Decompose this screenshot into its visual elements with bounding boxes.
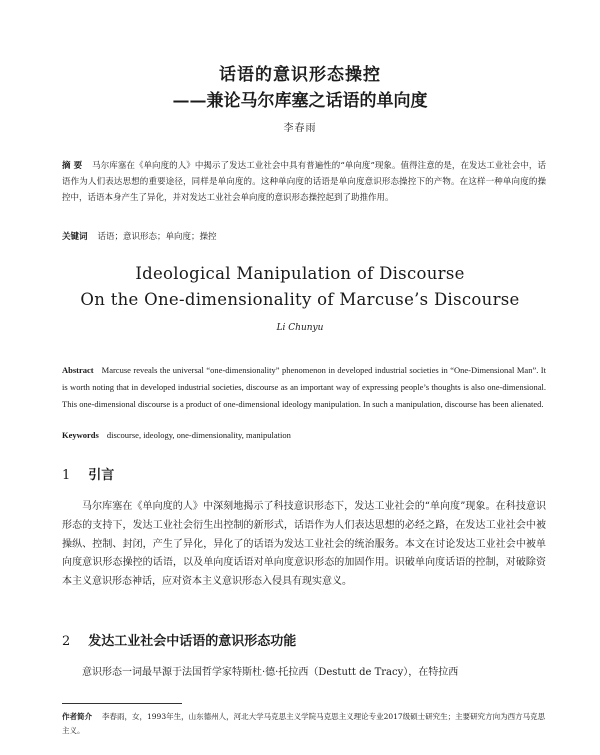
chinese-keywords-text: 话语；意识形态；单向度；操控 (97, 232, 217, 242)
section-number: 1 (62, 468, 71, 483)
english-keywords (62, 430, 546, 440)
chinese-keywords (62, 230, 546, 242)
section-body-intro (62, 498, 546, 592)
english-abstract-label: Abstract (62, 365, 94, 375)
paragraph: 意识形态一词最早源于法国哲学家特斯杜·德·托拉西（Destutt de Tracy），在特拉西 (82, 667, 459, 678)
chinese-title: 话语的意识形态操控 (219, 65, 381, 85)
english-abstract (62, 362, 546, 413)
english-keywords-text: discourse, ideology, one-dimensionality, manipulation (106, 430, 291, 440)
chinese-abstract (62, 158, 546, 206)
chinese-abstract-text: 马尔库塞在《单向度的人》中揭示了发达工业社会中具有普遍性的“单向度”现象。值得注意的是，在发达工业社会中，话语作为人们表达思想的重要途径，同样是单向度的。这种单向度的话语是单向度意识形态操控下的产物。在这样一种单向度的操控中，话语本身产生了异化，并对发达工业社会单向度的意识形态操控起到了助推作用。 (62, 161, 546, 203)
section-heading-intro (62, 464, 114, 483)
footnote-divider (62, 703, 182, 704)
english-subtitle: On the One-dimensionality of Marcuse’s Discourse (80, 290, 520, 309)
paragraph: 马尔库塞在《单向度的人》中深刻地揭示了科技意识形态下，发达工业社会的“单向度”现象。在科技意识形态的支持下，发达工业社会衍生出控制的新形式，话语作为人们表达思想的必经之路，在发达工业社会中被操纵、控制、封闭，产生了异化，异化了的话语为发达工业社会的统治服务。本文在讨论发达工业社会中被单向度意识形态操控的话语，以及单向度话语对单向度意识形态的加固作用。识破单向度话语的控制，对破除资本主义意识形态神话，应对资本主义意识形态入侵具有现实意义。 (62, 501, 546, 588)
section-number: 2 (62, 634, 71, 649)
footnote-label: 作者简介 (62, 712, 92, 721)
section-heading-ideology (62, 630, 296, 649)
author-footnote (62, 710, 546, 738)
section-title: 引言 (88, 468, 115, 483)
english-keywords-label: Keywords (62, 430, 99, 440)
footnote-text: 李春雨，女，1993年生，山东德州人，河北大学马克思主义学院马克思主义理论专业2017级硕士研究生；主要研究方向为西方马克思主义。 (62, 712, 546, 735)
chinese-subtitle: ——兼论马尔库塞之话语的单向度 (172, 91, 428, 111)
chinese-author: 李春雨 (283, 123, 317, 134)
chinese-keywords-label: 关键词 (62, 232, 88, 242)
section-title: 发达工业社会中话语的意识形态功能 (88, 634, 297, 649)
english-abstract-text: Marcuse reveals the universal “one-dimensionality” phenomenon in developed industrial societies in “One-Dimensional Man”. It is worth noting that in developed industrial societies, discourse as an important way of expressing people’s thoughts is also one-dimensional. This one-dimensional discourse is a product of one-dimensional ideology manipulation. In such a manipulation, discourse has been alienated. (62, 365, 546, 409)
chinese-abstract-label: 摘 要 (62, 161, 83, 171)
english-author: Li Chunyu (276, 323, 324, 333)
section-body-ideology (62, 664, 546, 683)
english-title: Ideological Manipulation of Discourse (135, 264, 465, 283)
